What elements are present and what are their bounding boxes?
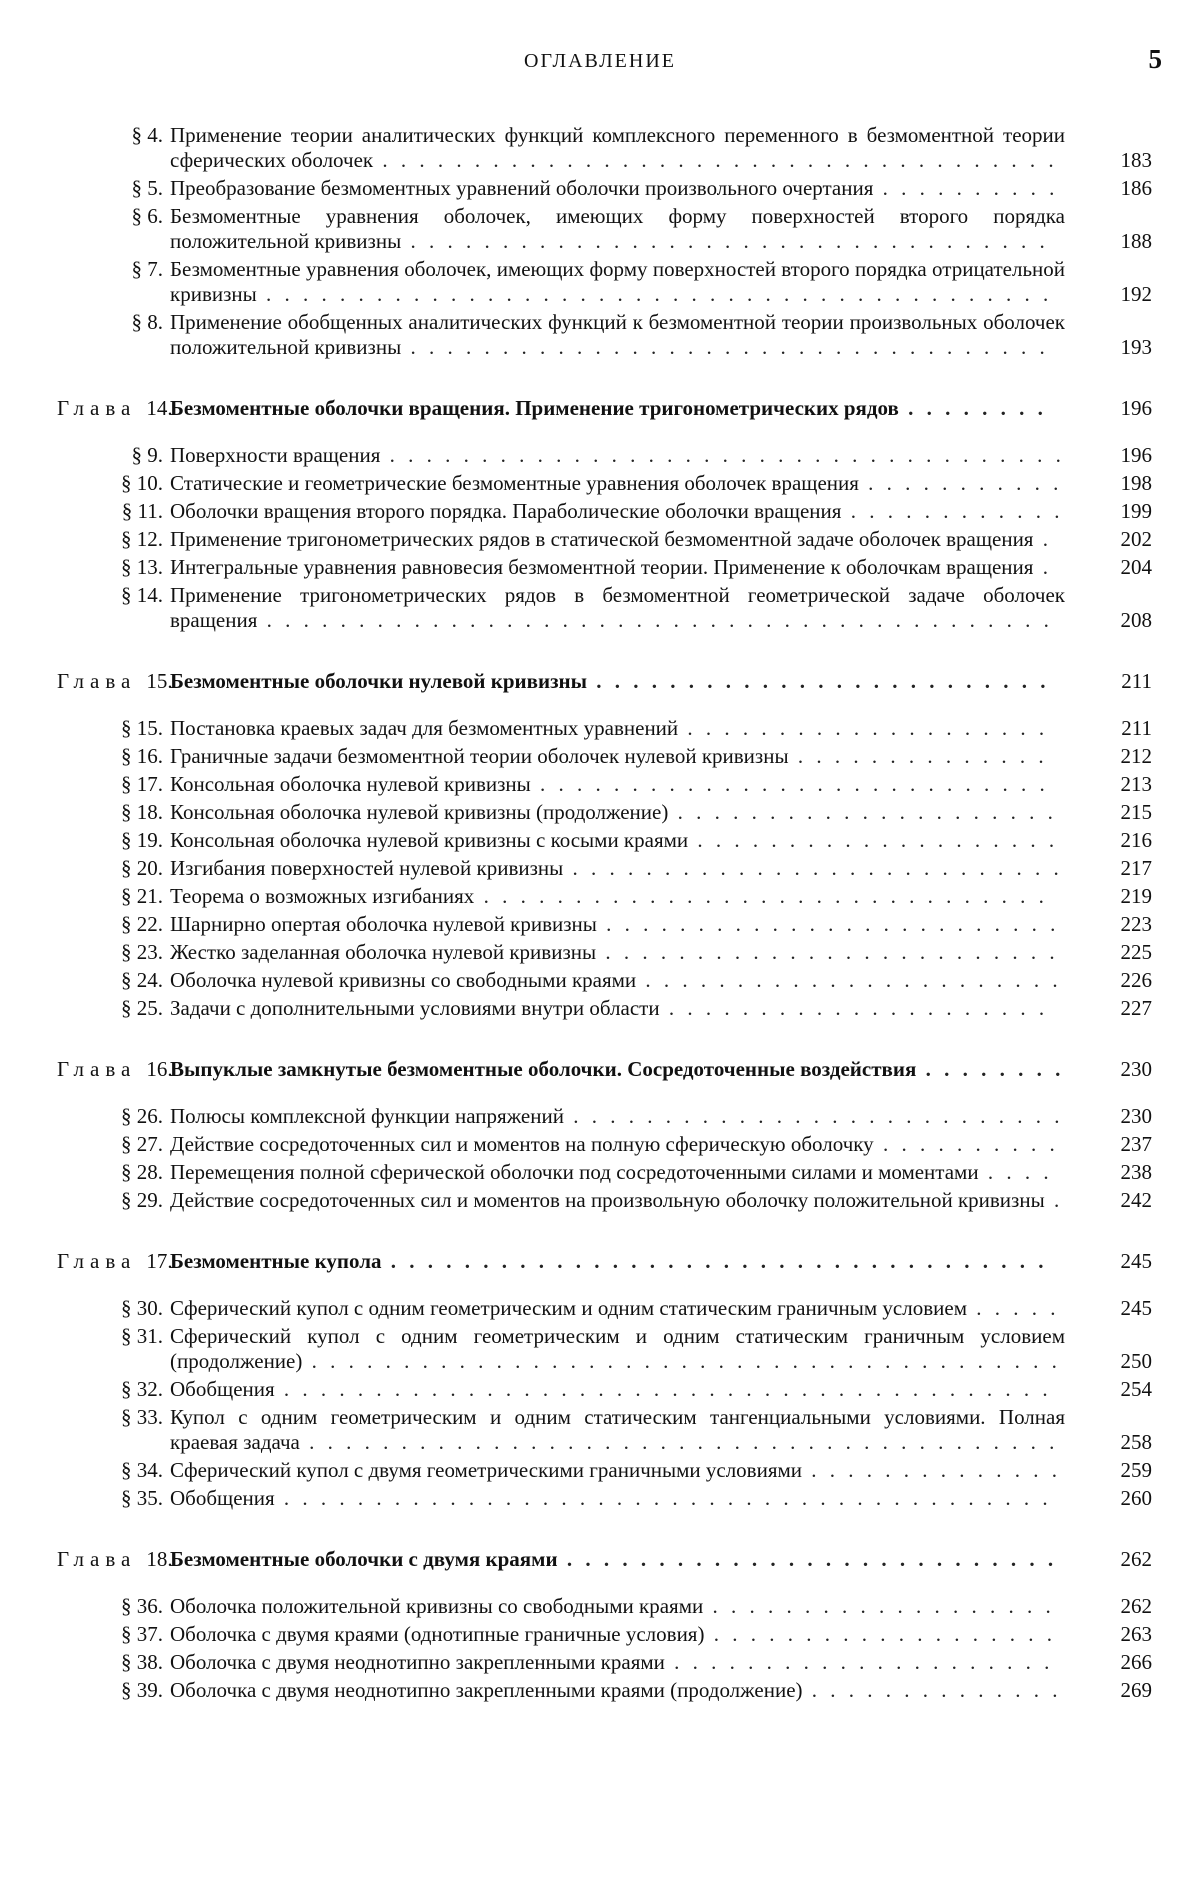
section-title-block [170,912,1065,937]
section-page-number: 254 [1120,1377,1152,1401]
section-title-block [170,1296,1065,1321]
chapter-page-number: 196 [1120,396,1152,420]
section-title: Оболочка с двумя краями (однотипные граничные условия) [170,1622,705,1646]
chapter-title: Безмоментные оболочки вращения. Применение тригонометрических рядов [170,396,899,420]
section-page-number: 250 [1120,1349,1152,1373]
chapter-title: Выпуклые замкнутые безмоментные оболочки. Сосредоточенные воздействия [170,1057,917,1081]
section-page-number: 259 [1120,1458,1152,1482]
section-title-block [170,800,1065,825]
toc-entry [0,310,1200,360]
chapter-page-number: 211 [1121,669,1152,693]
section-page-number: 219 [1120,884,1152,908]
section-number: § 9. [131,443,163,467]
dot-leader: . . . . . . . . [898,396,1047,420]
section-number: § 7. [131,257,163,281]
dot-leader: . . . . . . . . . . . . . . . . . . . . . . . . . . . . . . . . . . . . . . . . . . . [256,282,1053,306]
section-number: § 4. [131,123,163,147]
dot-leader: . . . . . . . . . . . . . . [802,1458,1062,1482]
toc-entry [0,1188,1200,1213]
section-title: Поверхности вращения [170,443,381,467]
dot-leader: . . . . . . . . . . . . . . . . . . . . [688,828,1059,852]
dot-leader: . . . . . . . . . . . . . . . . . . . . . . . . . . . . . . . [474,884,1048,908]
section-page-number: 183 [1120,148,1152,172]
toc-entry [0,1622,1200,1647]
section-title-block [170,716,1065,741]
toc-entry [0,1650,1200,1675]
dot-leader: . . . . . . . . . . . [858,471,1063,495]
section-title-block [170,257,1065,307]
dot-leader: . . . . . . . . . . . . . . . . . . . . [678,716,1049,740]
chapter-word: Глава [57,1547,137,1571]
section-number: § 16. [121,744,163,768]
section-title-block [170,471,1065,496]
page-number: 5 [1148,44,1162,74]
section-number: § 39. [121,1678,163,1702]
dot-leader: . . . . . . . . . . . . . . . . . . . . . . . . . [587,669,1050,693]
chapter-number: 18. [146,1547,173,1571]
dot-leader: . . . . . . . . . . . . . . . . . . . . . . . . . . . . . . . . . . . . . . . . . . . [257,608,1053,632]
chapter-page-number: 262 [1120,1547,1152,1571]
spacer [0,1511,1200,1547]
toc-entry [0,1594,1200,1619]
section-page-number: 226 [1120,968,1152,992]
dot-leader: . . . . . [967,1296,1060,1320]
section-number: § 14. [121,583,163,607]
section-page-number: 213 [1120,772,1152,796]
toc-entry [0,1132,1200,1157]
section-title: Оболочка с двумя неоднотипно закрепленными краями [170,1650,665,1674]
section-title: Безмоментные уравнения оболочек, имеющих форму поверхностей второго порядка отрицательной кривизны [170,257,1065,306]
chapter-title: Безмоментные оболочки нулевой кривизны [170,669,588,693]
dot-leader: . . . . . . . . . . . . . . . . . . . . . [664,1650,1054,1674]
section-title-block [170,176,1065,201]
section-page-number: 215 [1120,800,1152,824]
section-title: Применение теории аналитических функций комплексного переменного в безмоментной теории сферических оболочек [170,123,1065,172]
toc-entry [0,940,1200,965]
dot-leader: . . . . . . . . . . . . . . . . . . . . . . . . . . . . . . . . . . . . . [380,443,1065,467]
toc-entry [0,800,1200,825]
toc-entry [0,772,1200,797]
section-title-block [170,744,1065,769]
toc-entry [0,828,1200,853]
section-number: § 30. [121,1296,163,1320]
chapter-title-block [170,669,1065,694]
section-title: Интегральные уравнения равновесия безмоментной теории. Применение к оболочкам вращения [170,555,1034,579]
section-title: Оболочка с двумя неоднотипно закрепленными краями (продолжение) [170,1678,803,1702]
dot-leader: . . . . . . . . . . . . . . . . . . . . . . . . . . . . . . . . . . . . . . . . . . [274,1486,1052,1510]
dot-leader: . . . . . . . . . . . . [841,499,1064,523]
dot-leader: . . . . . . . . [916,1057,1065,1081]
section-number: § 37. [121,1622,163,1646]
chapter-label [57,396,173,421]
toc-entry [0,1486,1200,1511]
spacer [0,1274,1200,1296]
chapter-heading [0,1057,1200,1082]
section-title-block [170,828,1065,853]
toc-entry [0,968,1200,993]
section-number: § 25. [121,996,163,1020]
section-page-number: 212 [1120,744,1152,768]
section-number: § 19. [121,828,163,852]
section-page-number: 266 [1120,1650,1152,1674]
dot-leader: . . . . . . . . . . . . . . . . . . . . . . . . . . . . . . . . . . . . . . . . . . [274,1377,1052,1401]
section-title: Применение тригонометрических рядов в безмоментной геометрической задаче оболочек вращения [170,583,1065,632]
toc-entry [0,204,1200,254]
section-title: Действие сосредоточенных сил и моментов на произвольную оболочку положительной кривизны [170,1188,1045,1212]
section-title: Консольная оболочка нулевой кривизны с косыми краями [170,828,689,852]
chapter-heading [0,669,1200,694]
section-number: § 22. [121,912,163,936]
chapter-word: Глава [57,669,137,693]
section-title: Статические и геометрические безмоментные уравнения оболочек вращения [170,471,859,495]
section-title: Сферический купол с одним геометрическим и одним статическим граничным условием [170,1296,967,1320]
chapter-number: 16. [146,1057,173,1081]
section-number: § 36. [121,1594,163,1618]
section-number: § 29. [121,1188,163,1212]
dot-leader: . . . . . . . . . . [873,176,1059,200]
section-page-number: 186 [1120,176,1152,200]
section-page-number: 260 [1120,1486,1152,1510]
section-title: Применение тригонометрических рядов в статической безмоментной задаче оболочек вращения [170,527,1034,551]
chapter-heading [0,1547,1200,1572]
dot-leader: . . . . . . . . . . . . . . . . . . . [703,1594,1055,1618]
spacer [0,1021,1200,1057]
section-number: § 35. [121,1486,163,1510]
section-title: Сферический купол с двумя геометрическими граничными условиями [170,1458,803,1482]
toc-entry [0,716,1200,741]
running-title: ОГЛАВЛЕНИЕ [524,50,676,72]
dot-leader: . . . . . . . . . . . . . . . . . . . . . . . . . . . . . . . . . . . [401,335,1049,359]
section-number: § 31. [121,1324,163,1348]
section-number: § 5. [131,176,163,200]
chapter-heading [0,396,1200,421]
dot-leader: . . . . . . . . . . . . . . . . . . . . . . . . . [596,940,1059,964]
section-title-block [170,1458,1065,1483]
section-page-number: 238 [1120,1160,1152,1184]
section-title: Теорема о возможных изгибаниях [170,884,475,908]
section-page-number: 262 [1120,1594,1152,1618]
section-page-number: 223 [1120,912,1152,936]
chapter-title: Безмоментные оболочки с двумя краями [170,1547,558,1571]
running-header [0,42,1200,82]
dot-leader: . . . . . . . . . . . . . . . . . . . . . . . . . . . . . . . . . . . . . [373,148,1058,172]
section-title-block [170,123,1065,173]
section-number: § 12. [121,527,163,551]
toc-entry [0,471,1200,496]
section-title-block [170,527,1065,552]
toc-entry [0,1405,1200,1455]
section-page-number: 199 [1120,499,1152,523]
chapter-label [57,1547,173,1572]
dot-leader: . . . . [978,1160,1053,1184]
chapter-label [57,1057,173,1082]
section-number: § 10. [121,471,163,495]
section-title-block [170,1622,1065,1647]
section-title-block [170,996,1065,1021]
dot-leader: . . . . . . . . . . . . . . . . . . . . . . . . . . . [557,1547,1058,1571]
section-title: Оболочки вращения второго порядка. Параболические оболочки вращения [170,499,842,523]
section-title: Оболочка положительной кривизны со свободными краями [170,1594,704,1618]
section-title-block [170,1160,1065,1185]
section-number: § 27. [121,1132,163,1156]
section-number: § 33. [121,1405,163,1429]
section-number: § 23. [121,940,163,964]
section-number: § 32. [121,1377,163,1401]
section-title: Оболочка нулевой кривизны со свободными краями [170,968,637,992]
dot-leader: . . . . . . . . . . . . . . . . . . . . . . . . . [596,912,1060,936]
section-number: § 26. [121,1104,163,1128]
section-page-number: 192 [1120,282,1152,306]
section-title: Обобщения [170,1486,275,1510]
section-number: § 11. [121,499,163,523]
section-title: Граничные задачи безмоментной теории оболочек нулевой кривизны [170,744,789,768]
section-title-block [170,1405,1065,1455]
spacer [0,360,1200,396]
section-number: § 20. [121,856,163,880]
section-page-number: 258 [1120,1430,1152,1454]
chapter-title-block [170,396,1065,421]
section-title: Преобразование безмоментных уравнений оболочки произвольного очертания [170,176,874,200]
section-title: Применение обобщенных аналитических функций к безмоментной теории произвольных оболочек положительной кривизны [170,310,1065,359]
section-title: Действие сосредоточенных сил и моментов на полную сферическую оболочку [170,1132,874,1156]
section-page-number: 242 [1120,1188,1152,1212]
toc-entry [0,996,1200,1021]
table-of-contents [0,123,1200,1703]
section-page-number: 263 [1120,1622,1152,1646]
dot-leader: . . . . . . . . . . . . . . [788,744,1048,768]
chapter-heading [0,1249,1200,1274]
dot-leader: . . . . . . . . . . . . . . . . . . . . . . . . . . . . [530,772,1049,796]
toc-entry [0,884,1200,909]
dot-leader: . . . . . . . . . . . . . . . . . . . . . . . . . . . . . . . . . . . . . . . . . [302,1349,1061,1373]
section-number: § 8. [131,310,163,334]
section-title-block [170,772,1065,797]
toc-entry [0,1104,1200,1129]
section-title-block [170,310,1065,360]
section-title-block [170,1132,1065,1157]
section-title-block [170,1678,1065,1703]
toc-entry [0,499,1200,524]
toc-entry [0,1377,1200,1402]
toc-entry [0,1458,1200,1483]
toc-entry [0,856,1200,881]
section-number: § 21. [121,884,163,908]
chapter-title: Безмоментные купола [170,1249,382,1273]
chapter-word: Глава [57,1249,137,1273]
section-title: Изгибания поверхностей нулевой кривизны [170,856,564,880]
section-page-number: 216 [1120,828,1152,852]
toc-entry [0,1160,1200,1185]
spacer [0,694,1200,716]
chapter-title-block [170,1249,1065,1274]
dot-leader: . . . . . . . . . . . . . . . . . . . . . [659,996,1049,1020]
section-number: § 13. [121,555,163,579]
toc-entry [0,583,1200,633]
spacer [0,1082,1200,1104]
section-page-number: 198 [1120,471,1152,495]
section-title: Купол с одним геометрическим и одним статическим тангенциальными условиями. Полная краевая задача [170,1405,1065,1454]
dot-leader: . . . . . . . . . . . . . . . . . . . . . . . . . . . . . . . . . . . . . . . . . [299,1430,1059,1454]
section-title-block [170,443,1065,468]
section-title: Сферический купол с одним геометрическим и одним статическим граничным условием (продолжение) [170,1324,1065,1373]
section-page-number: 211 [1121,716,1152,740]
section-number: § 38. [121,1650,163,1674]
section-title-block [170,204,1065,254]
dot-leader: . . . . . . . . . . . . . . . . . . . . . [668,800,1057,824]
section-title-block [170,583,1065,633]
section-title: Постановка краевых задач для безмоментных уравнений [170,716,679,740]
chapter-number: 17. [146,1249,173,1273]
section-title-block [170,1377,1065,1402]
spacer [0,633,1200,669]
dot-leader: . . . . . . . . . . [873,1132,1059,1156]
section-title-block [170,856,1065,881]
section-title-block [170,1486,1065,1511]
section-page-number: 227 [1120,996,1152,1020]
section-number: § 17. [121,772,163,796]
chapter-page-number: 230 [1120,1057,1152,1081]
dot-leader: . [1044,1188,1064,1212]
section-number: § 28. [121,1160,163,1184]
section-number: § 18. [121,800,163,824]
toc-entry [0,1296,1200,1321]
section-title-block [170,1104,1065,1129]
section-number: § 34. [121,1458,163,1482]
section-page-number: 208 [1120,608,1152,632]
section-number: § 6. [131,204,163,228]
section-page-number: 204 [1120,555,1152,579]
chapter-label [57,1249,173,1274]
section-title: Безмоментные уравнения оболочек, имеющих форму поверхностей второго порядка положительной кривизны [170,204,1065,253]
section-title-block [170,940,1065,965]
section-page-number: 245 [1120,1296,1152,1320]
chapter-title-block [170,1057,1065,1082]
section-title-block [170,555,1065,580]
dot-leader: . [1033,527,1052,551]
chapter-number: 15. [146,669,173,693]
section-title-block [170,499,1065,524]
section-title-block [170,884,1065,909]
chapter-word: Глава [57,396,137,420]
toc-entry [0,912,1200,937]
toc-entry [0,257,1200,307]
section-title-block [170,968,1065,993]
section-title: Шарнирно опертая оболочка нулевой кривизны [170,912,597,936]
chapter-number: 14. [146,396,173,420]
dot-leader: . . . . . . . . . . . . . . . . . . . . . . . . . . . [563,1104,1064,1128]
dot-leader: . . . . . . . . . . . . . . . . . . . . . . . . . . . [563,856,1063,880]
section-page-number: 196 [1120,443,1152,467]
dot-leader: . . . . . . . . . . . . . . . . . . . [704,1622,1056,1646]
section-page-number: 237 [1120,1132,1152,1156]
toc-entry [0,744,1200,769]
dot-leader: . . . . . . . . . . . . . . . . . . . . . . . . . . . . . . . . . . . [401,229,1049,253]
toc-entry [0,555,1200,580]
chapter-title-block [170,1547,1065,1572]
section-number: § 24. [121,968,163,992]
chapter-word: Глава [57,1057,137,1081]
section-title: Полюсы комплексной функции напряжений [170,1104,564,1128]
spacer [0,421,1200,443]
section-title-block [170,1324,1065,1374]
dot-leader: . . . . . . . . . . . . . . [802,1678,1062,1702]
section-title: Задачи с дополнительными условиями внутри области [170,996,660,1020]
chapter-label [57,669,173,694]
section-title-block [170,1188,1065,1213]
section-page-number: 193 [1120,335,1152,359]
dot-leader: . [1033,555,1052,579]
chapter-page-number: 245 [1120,1249,1152,1273]
section-page-number: 269 [1120,1678,1152,1702]
section-title: Жестко заделанная оболочка нулевой кривизны [170,940,597,964]
section-title: Консольная оболочка нулевой кривизны [170,772,531,796]
dot-leader: . . . . . . . . . . . . . . . . . . . . . . . [636,968,1062,992]
section-page-number: 225 [1120,940,1152,964]
section-number: § 15. [121,716,163,740]
toc-entry [0,527,1200,552]
toc-entry [0,1324,1200,1374]
toc-entry [0,443,1200,468]
toc-entry [0,1678,1200,1703]
section-title-block [170,1594,1065,1619]
spacer [0,1572,1200,1594]
toc-entry [0,176,1200,201]
section-page-number: 217 [1120,856,1152,880]
toc-entry [0,123,1200,173]
section-title: Обобщения [170,1377,275,1401]
section-title: Перемещения полной сферической оболочки под сосредоточенными силами и моментами [170,1160,979,1184]
spacer [0,1213,1200,1249]
section-title-block [170,1650,1065,1675]
section-page-number: 230 [1120,1104,1152,1128]
dot-leader: . . . . . . . . . . . . . . . . . . . . . . . . . . . . . . . . . . . . [381,1249,1048,1273]
section-title: Консольная оболочка нулевой кривизны (продолжение) [170,800,669,824]
section-page-number: 202 [1120,527,1152,551]
section-page-number: 188 [1120,229,1152,253]
